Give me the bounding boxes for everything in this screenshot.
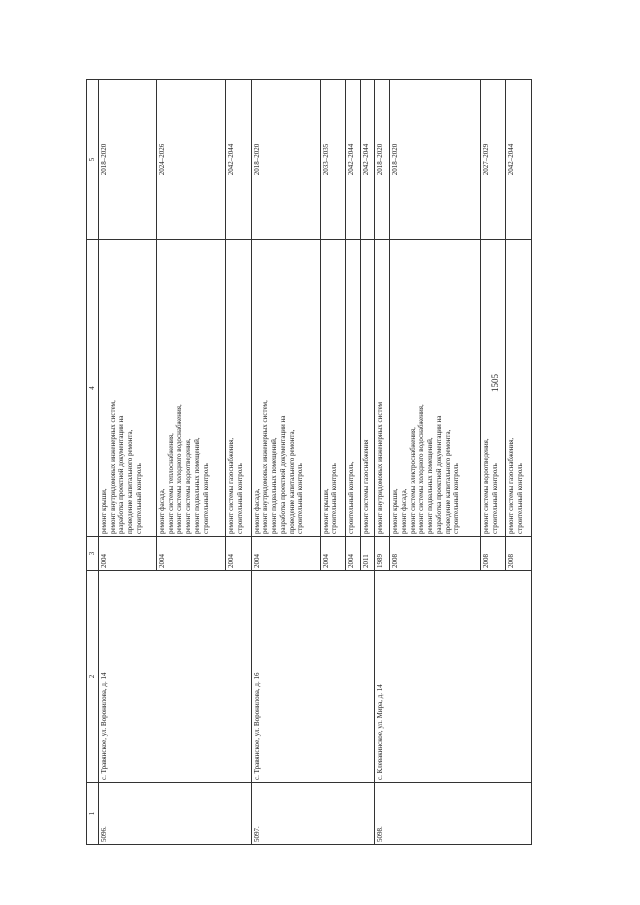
year-cell: 1989	[375, 537, 390, 571]
work-line: строительный контроль,	[347, 461, 356, 534]
work-line: ремонт подвальных помещений,	[426, 437, 435, 534]
header-col-3: 3	[87, 537, 99, 571]
row-number-cell: 5096.	[98, 783, 251, 845]
works-cell	[226, 240, 252, 537]
work-line: ремонт системы холодного водоснабжения,	[175, 404, 184, 534]
period-cell: 2042–2044	[346, 80, 361, 240]
work-line: ремонт внутридомовых инженерных систем,	[108, 400, 117, 534]
work-line: разработка проектной документации на	[117, 415, 126, 534]
works-cell	[375, 240, 390, 537]
work-line: ремонт системы водоотведения,	[481, 438, 490, 534]
works-cell	[506, 240, 532, 537]
period-cell: 2018–2020	[375, 80, 390, 240]
table-row	[98, 80, 156, 845]
works-cell	[346, 240, 361, 537]
table-row	[375, 80, 390, 845]
year-cell: 2004	[251, 537, 320, 571]
work-line: ремонт подвальных помещений,	[192, 437, 201, 534]
year-cell: 2011	[360, 537, 375, 571]
year-cell: 2008	[506, 537, 532, 571]
table-container	[86, 80, 532, 845]
work-line: строительный контроль	[490, 463, 499, 534]
repair-schedule-table	[86, 79, 532, 845]
work-line: проведение капитального ремонта,	[443, 429, 452, 534]
work-line: строительный контроль	[296, 463, 305, 534]
header-col-2: 2	[87, 571, 99, 783]
work-line: ремонт системы холодного водоснабжения,	[417, 404, 426, 534]
work-line: ремонт подвальных помещений,	[270, 437, 279, 534]
work-line: ремонт системы теплоснабжения,	[166, 433, 175, 534]
works-cell	[98, 240, 156, 537]
work-line: ремонт фасада,	[157, 488, 166, 534]
address-cell: с. Травянское, ул. Воронилова, д. 14	[98, 571, 251, 783]
header-col-5: 5	[87, 80, 99, 240]
work-line: ремонт внутридомовых инженерных систем,	[261, 400, 270, 534]
work-line: разработка проектной документации на	[434, 415, 443, 534]
works-cell	[480, 240, 506, 537]
work-line: строительный контроль	[330, 463, 339, 534]
period-cell: 2024–2026	[156, 80, 225, 240]
header-col-4: 4	[87, 240, 99, 537]
year-cell: 2004	[346, 537, 361, 571]
works-cell	[390, 240, 481, 537]
period-cell: 2027–2029	[480, 80, 506, 240]
work-line: ремонт внутридомовых инженерных систем	[376, 401, 385, 534]
period-cell: 2042–2044	[506, 80, 532, 240]
period-cell: 2018–2020	[390, 80, 481, 240]
year-cell: 2004	[98, 537, 156, 571]
works-cell	[320, 240, 346, 537]
work-line: ремонт системы газоснабжения	[361, 439, 370, 534]
work-line: ремонт системы водоотведения,	[184, 438, 193, 534]
header-col-1: 1	[87, 783, 99, 845]
period-cell: 2033–2035	[320, 80, 346, 240]
header-row	[87, 80, 99, 845]
works-cell	[251, 240, 320, 537]
work-line: строительный контроль	[134, 463, 143, 534]
work-line: ремонт фасада,	[252, 488, 261, 534]
work-line: проведение капитального ремонта,	[126, 429, 134, 534]
period-cell: 2042–2044	[360, 80, 375, 240]
work-line: строительный контроль	[452, 463, 461, 534]
rotated-table-frame	[86, 80, 532, 845]
page-number: 1505	[490, 374, 500, 392]
row-number-cell: 5097.	[251, 783, 375, 845]
work-line: строительный контроль	[201, 463, 210, 534]
work-line: ремонт крыши,	[321, 488, 330, 534]
work-line: разработка проектной документации на	[278, 415, 287, 534]
work-line: ремонт фасада,	[399, 488, 408, 534]
address-cell: с. Клевакинское, ул. Мира, д. 14	[375, 571, 532, 783]
work-line: ремонт системы электроснабжения,	[408, 427, 417, 534]
year-cell: 2008	[480, 537, 506, 571]
year-cell: 2004	[320, 537, 346, 571]
period-cell: 2018–2020	[251, 80, 320, 240]
works-cell	[156, 240, 225, 537]
work-line: строительный контроль	[516, 463, 525, 534]
work-line: строительный контроль	[235, 463, 244, 534]
year-cell: 2004	[156, 537, 225, 571]
table-row	[251, 80, 320, 845]
work-line: ремонт крыши,	[391, 488, 400, 534]
period-cell: 2018–2020	[98, 80, 156, 240]
address-cell: с. Травянское, ул. Воронилова, д. 16	[251, 571, 375, 783]
period-cell: 2042–2044	[226, 80, 252, 240]
table-body	[98, 80, 531, 845]
work-line: ремонт крыши,	[99, 488, 108, 534]
work-line: ремонт системы газоснабжения,	[507, 437, 516, 534]
row-number-cell: 5098.	[375, 783, 532, 845]
year-cell: 2004	[226, 537, 252, 571]
work-line: проведение капитального ремонта,	[287, 429, 296, 534]
year-cell: 2008	[390, 537, 481, 571]
works-cell	[360, 240, 375, 537]
work-line: ремонт системы газоснабжения,	[227, 437, 236, 534]
